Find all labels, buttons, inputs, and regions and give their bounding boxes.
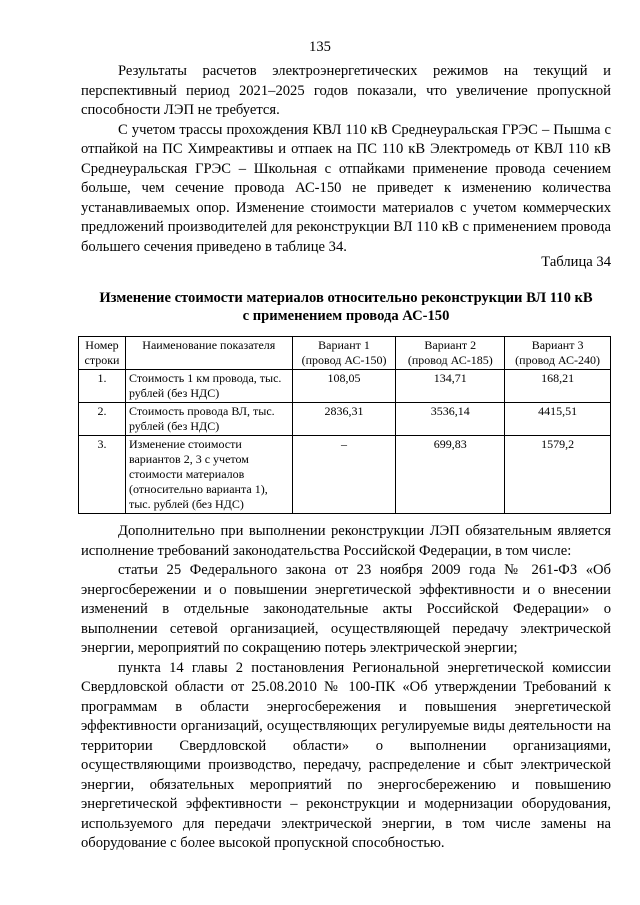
paragraph: статьи 25 Федерального закона от 23 ноября 2009 года № 261-ФЗ «Об энергосбережении и о повышении энергетической эффективности и о внесении изменений в отдельные законодательные акты Российской Федерации» о выполнении сетевой организацией, осуществляющей передачу электрической энергии, мероприятий по сокращению потерь электрической энергии;: [81, 562, 611, 656]
cost-table: [78, 336, 611, 514]
row-value-variant-2: 134,71: [396, 370, 505, 403]
header-text: (провод АС-185): [407, 353, 493, 367]
row-value-variant-1: 108,05: [292, 370, 396, 403]
header-cell-variant-2: [396, 337, 505, 370]
row-number: 2.: [79, 403, 126, 436]
row-name: Изменение стоимости вариантов 2, 3 с учетом стоимости материалов (относительно варианта 1), тыс. рублей (без НДС): [125, 436, 292, 514]
header-text: Вариант 3: [531, 338, 584, 352]
row-value-variant-3: 168,21: [505, 370, 611, 403]
table-title: [81, 289, 611, 325]
table-title-line: с применением провода АС-150: [242, 308, 450, 324]
paragraph: Результаты расчетов электроэнергетических режимов на текущий и перспективный период 2021–2025 годов показали, что увеличение пропускной способности ЛЭП не требуется.: [81, 63, 611, 118]
paragraph: Дополнительно при выполнении реконструкции ЛЭП обязательным является исполнение требований законодательства Российской Федерации, в том числе:: [81, 523, 611, 559]
paragraph: пункта 14 главы 2 постановления Региональной энергетической комиссии Свердловской области от 25.08.2010 № 100-ПК «Об утверждении Требований к программам в области энергосбережения и повышения энергетической эффективности организаций, осуществляющих регулируемые виды деятельности на территории Свердловской области» о выполнении организациями, осуществляющими производство, передачу, распределение и сбыт электрической энергии, обязательных мероприятий по энергосбережению и повышению энергетической эффективности – реконструкции и модернизации оборудования, используемого для передачи электрической энергии, в том числе замены на оборудование с более высокой пропускной способностью.: [81, 659, 611, 851]
row-value-variant-3: 4415,51: [505, 403, 611, 436]
row-number: 1.: [79, 370, 126, 403]
intro-text: [81, 62, 611, 257]
header-text: строки: [84, 353, 120, 367]
row-name: Стоимость 1 км провода, тыс. рублей (без НДС): [125, 370, 292, 403]
row-name: Стоимость провода ВЛ, тыс. рублей (без НДС): [125, 403, 292, 436]
header-text: Номер: [85, 338, 119, 352]
header-text: Вариант 1: [318, 338, 370, 352]
row-value-variant-3: 1579,2: [505, 436, 611, 514]
header-cell-variant-1: [292, 337, 396, 370]
row-value-variant-1: 2836,31: [292, 403, 396, 436]
header-cell-number: [79, 337, 126, 370]
header-cell-variant-3: [505, 337, 611, 370]
requirements-text: [81, 522, 611, 854]
header-text: (провод АС-150): [301, 353, 387, 367]
row-value-variant-2: 3536,14: [396, 403, 505, 436]
header-cell-name: Наименование показателя: [125, 337, 292, 370]
row-value-variant-1: –: [292, 436, 396, 514]
table-label: Таблица 34: [541, 254, 611, 270]
table-row: [79, 436, 611, 514]
row-value-variant-2: 699,83: [396, 436, 505, 514]
table-header-row: [79, 337, 611, 370]
table-row: [79, 403, 611, 436]
paragraph: С учетом трассы прохождения КВЛ 110 кВ Среднеуральская ГРЭС – Пышма с отпайкой на ПС Химреактивы и отпаек на ПС 110 кВ Электромедь от КВЛ 110 кВ Среднеуральская ГРЭС – Школьная с отпайками применение провода сечением больше, чем сечение провода АС-150 не приведет к изменению количества устанавливаемых опор. Изменение стоимости материалов с учетом коммерческих предложений производителей для реконструкции ВЛ 110 кВ с применением провода большего сечения приведено в таблице 34.: [81, 121, 611, 255]
table-row: [79, 370, 611, 403]
header-text: Вариант 2: [424, 338, 477, 352]
row-number: 3.: [79, 436, 126, 514]
header-text: (провод АС-240): [515, 353, 600, 367]
table-title-line: Изменение стоимости материалов относительно реконструкции ВЛ 110 кВ: [99, 290, 593, 306]
page-number: 135: [309, 39, 331, 55]
